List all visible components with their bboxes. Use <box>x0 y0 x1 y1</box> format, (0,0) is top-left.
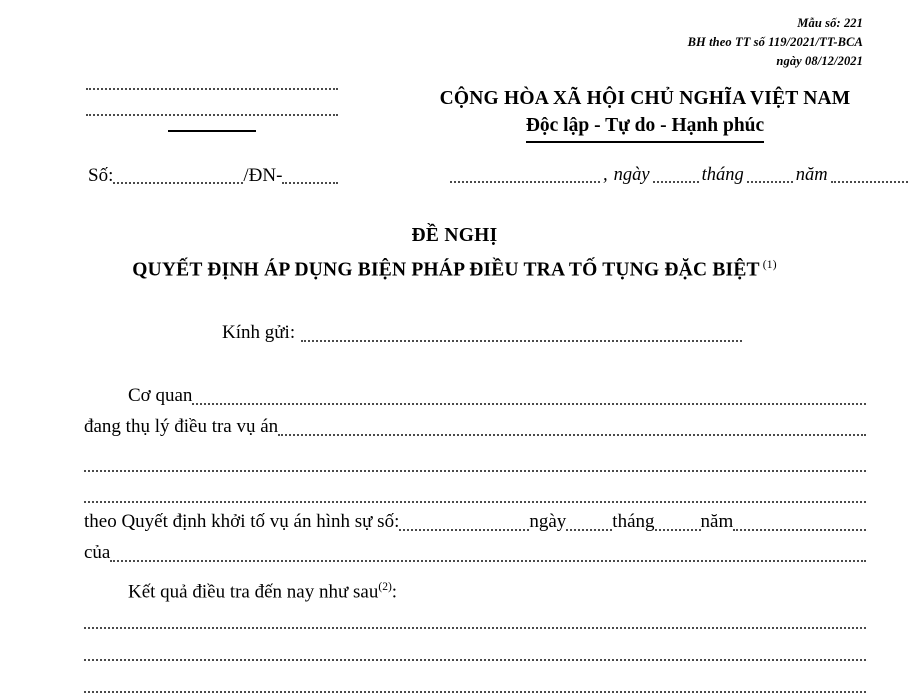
issuing-office-divider <box>168 130 256 132</box>
decision-label: theo Quyết định khởi tố vụ án hình sự số: <box>84 511 400 532</box>
month-input[interactable] <box>747 181 793 183</box>
decision-year-input[interactable] <box>733 529 866 531</box>
investigation-result-colon: : <box>391 581 398 603</box>
result-blank-line-3[interactable] <box>84 691 866 693</box>
national-motto: Độc lập - Tự do - Hạnh phúc <box>526 113 764 143</box>
reference-number-label: Số: <box>88 165 114 186</box>
form-issued-date: ngày 08/12/2021 <box>776 54 863 68</box>
issuing-office-line-2[interactable] <box>86 114 338 116</box>
country-name: CỘNG HÒA XÃ HỘI CHỦ NGHĨA VIỆT NAM <box>439 88 851 109</box>
reference-number-suffix-input[interactable] <box>282 182 338 184</box>
form-issued-under: BH theo TT số 119/2021/TT-BCA <box>687 35 863 49</box>
decision-number-input[interactable] <box>399 529 529 531</box>
handling-line <box>84 414 866 440</box>
title-footnote-marker: (1) <box>762 259 777 271</box>
year-input[interactable] <box>831 181 909 183</box>
place-input[interactable] <box>450 181 600 183</box>
month-label: tháng <box>701 165 744 185</box>
decision-day-label: ngày <box>529 511 567 532</box>
document-title <box>0 222 909 286</box>
investigation-result-label: Kết quả điều tra đến nay như sau <box>128 581 379 603</box>
issued-by-label: của <box>84 542 111 563</box>
handling-input[interactable] <box>278 434 866 436</box>
reference-number-input[interactable] <box>113 182 243 184</box>
investigation-result-heading <box>128 574 397 605</box>
decision-year-label: năm <box>700 511 734 532</box>
day-input[interactable] <box>653 181 699 183</box>
blank-continuation-line-2[interactable] <box>84 501 866 503</box>
reference-number-line <box>88 164 338 188</box>
title-line-1: ĐỀ NGHỊ <box>411 225 498 246</box>
result-blank-line-2[interactable] <box>84 659 866 661</box>
issuing-office-block <box>86 88 338 132</box>
handling-label: đang thụ lý điều tra vụ án <box>84 416 279 437</box>
place-date-line <box>450 163 866 187</box>
day-label: ngày <box>613 165 650 185</box>
form-number: Mẫu số: 221 <box>797 16 863 30</box>
agency-input[interactable] <box>192 403 866 405</box>
criminal-case-decision-line <box>84 509 866 535</box>
reference-number-separator: /ĐN- <box>243 165 283 186</box>
issued-by-input[interactable] <box>110 560 866 562</box>
decision-month-input[interactable] <box>655 529 701 531</box>
issuing-office-line-1[interactable] <box>86 88 338 90</box>
recipient-line <box>222 320 742 346</box>
recipient-input[interactable] <box>301 340 742 342</box>
decision-month-label: tháng <box>612 511 655 532</box>
agency-label: Cơ quan <box>128 385 193 406</box>
investigation-result-footnote-marker: (2) <box>378 581 392 593</box>
agency-line <box>128 383 866 409</box>
place-date-comma: , <box>603 165 608 185</box>
title-line-2 <box>0 250 909 286</box>
year-label: năm <box>795 165 828 185</box>
result-blank-line-1[interactable] <box>84 627 866 629</box>
title-line-2-text: QUYẾT ĐỊNH ÁP DỤNG BIỆN PHÁP ĐIỀU TRA TỐ TỤNG ĐẶC BIỆT <box>132 259 760 281</box>
national-heading <box>410 86 880 143</box>
decision-day-input[interactable] <box>566 529 612 531</box>
issued-by-line <box>84 540 866 566</box>
form-meta-block <box>688 14 863 71</box>
recipient-label: Kính gửi: <box>222 322 296 343</box>
blank-continuation-line-1[interactable] <box>84 470 866 472</box>
